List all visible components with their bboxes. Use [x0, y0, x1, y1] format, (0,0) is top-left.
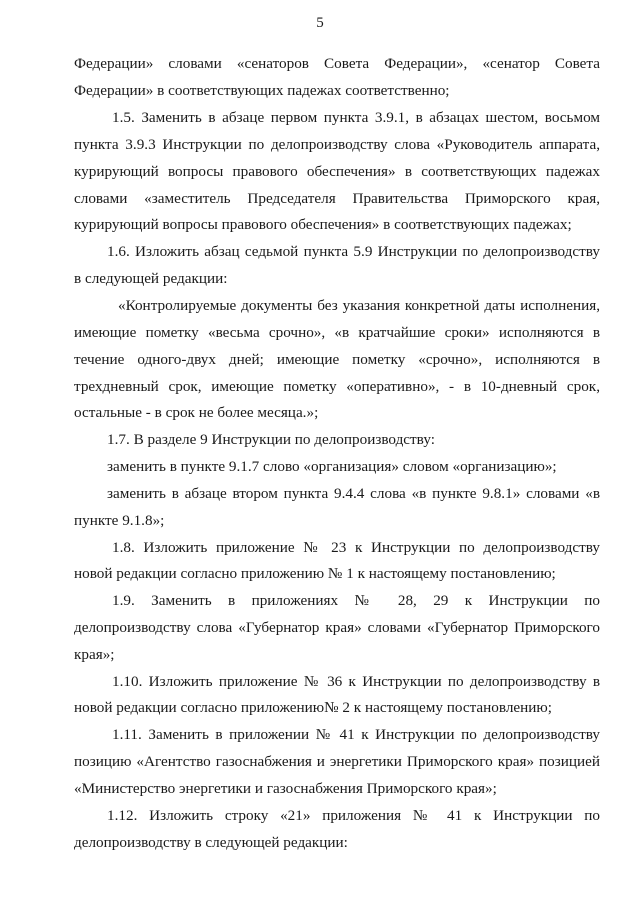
text-line: курирующий вопросы правового обеспечения» в соответствующих падежах — [74, 163, 600, 180]
text-line: «Контролируемые документы без указания конкретной даты исполнения, — [118, 297, 600, 314]
text-line: заменить в абзаце втором пункта 9.4.4 слова «в пункте 9.8.1» словами «в — [107, 485, 600, 502]
text-line: позицию «Агентство газоснабжения и энергетики Приморского края» позицией — [74, 753, 600, 770]
text-line: Федерации» словами «сенаторов Совета Федерации», «сенатор Совета — [74, 55, 600, 72]
text-line: словами «заместитель Председателя Правительства Приморского края, — [74, 190, 600, 207]
text-line: новой редакции согласно приложению № 1 к настоящему постановлению; — [74, 565, 556, 582]
text-line: курирующий вопросы правового обеспечения» в соответствующих падежах; — [74, 216, 572, 233]
text-line: остальные - в срок не более месяца.»; — [74, 404, 319, 421]
text-line: 1.6. Изложить абзац седьмой пункта 5.9 Инструкции по делопроизводству — [107, 243, 600, 260]
text-line: имеющие пометку «весьма срочно», «в кратчайшие сроки» исполняются в — [74, 324, 600, 341]
text-line: 1.11. Заменить в приложении № 41 к Инструкции по делопроизводству — [112, 726, 600, 743]
text-line: 1.5. Заменить в абзаце первом пункта 3.9.1, в абзацах шестом, восьмом — [112, 109, 600, 126]
text-line: «Министерство энергетики и газоснабжения Приморского края»; — [74, 780, 497, 797]
text-line: пункта 3.9.3 Инструкции по делопроизводству слова «Руководитель аппарата, — [74, 136, 600, 153]
text-line: края»; — [74, 646, 115, 663]
text-line: делопроизводству в следующей редакции: — [74, 834, 348, 851]
text-line: новой редакции согласно приложению№ 2 к настоящему постановлению; — [74, 699, 552, 716]
page-number: 5 — [316, 15, 324, 31]
text-line: 1.12. Изложить строку «21» приложения № 41 к Инструкции по — [107, 807, 600, 824]
text-line: заменить в пункте 9.1.7 слово «организация» словом «организацию»; — [107, 458, 557, 475]
text-line: 1.8. Изложить приложение № 23 к Инструкции по делопроизводству — [112, 539, 600, 556]
text-line: 1.9. Заменить в приложениях № 28, 29 к Инструкции по — [112, 592, 600, 609]
text-line: пункте 9.1.8»; — [74, 512, 165, 529]
text-line: делопроизводству слова «Губернатор края» словами «Губернатор Приморского — [74, 619, 600, 636]
text-line: 1.10. Изложить приложение № 36 к Инструкции по делопроизводству в — [112, 673, 600, 690]
text-line: в следующей редакции: — [74, 270, 228, 287]
text-line: Федерации» в соответствующих падежах соответственно; — [74, 82, 450, 99]
text-line: течение одного-двух дней; имеющие пометку «срочно», исполняются в — [74, 351, 600, 368]
text-line: 1.7. В разделе 9 Инструкции по делопроизводству: — [107, 431, 435, 448]
text-line: трехдневный срок, имеющие пометку «оперативно», - в 10-дневный срок, — [74, 378, 600, 395]
